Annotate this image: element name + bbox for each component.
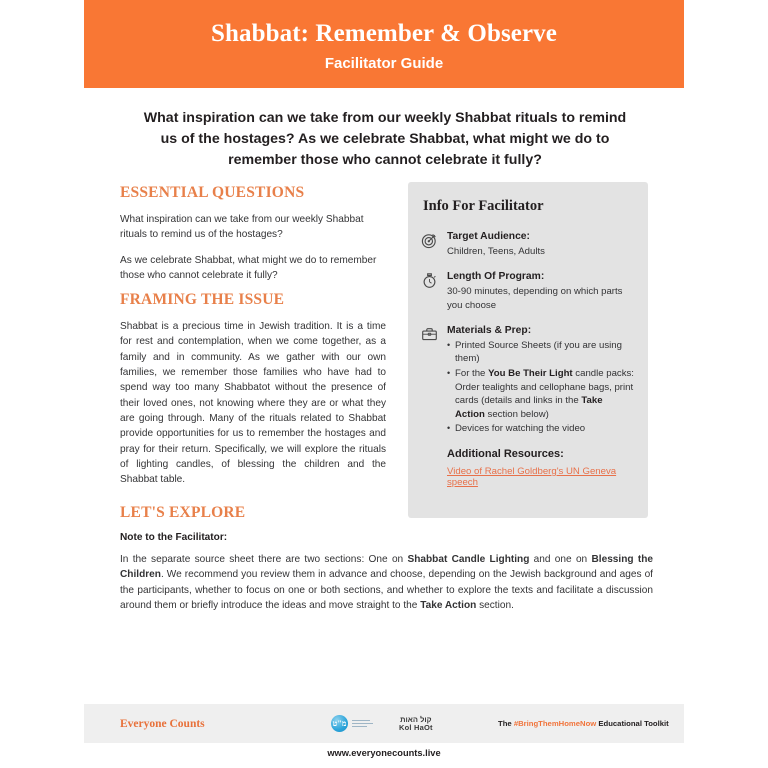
- mt-circle-mark: מ"ט: [331, 715, 348, 732]
- guiding-question: What inspiration can we take from our weekly Shabbat rituals to remind us of the hostages? As we celebrate Shabbat, what might we do to remember those who cannot celebrate it fully?: [143, 110, 627, 169]
- info-row-length-of-program: [421, 271, 634, 313]
- materials-item2-post: section below): [484, 408, 549, 420]
- length-of-program-label: Length Of Program:: [447, 270, 545, 282]
- take-action-emphasis: Take Action: [420, 599, 477, 611]
- footer-website-url: www.everyonecounts.live: [327, 748, 441, 758]
- framing-the-issue-heading: FRAMING THE ISSUE: [120, 291, 285, 308]
- framing-the-issue-body: Shabbat is a precious time in Jewish tradition. It is a time for rest and contemplation, when we come together, as a family and in community. As we gather with our own families, we remember those families who have had to spend way too many Shabbatot without the presence of their loved ones, not knowing where they are or what they are going through. Many of the rituals related to Shabbat provide opportunities for us to remember the hostages and pray for their return. Specifically, we will explore the rituals of lighting candles, of blessing the children and the Shabbat table.: [120, 321, 386, 486]
- list-item: [447, 367, 634, 421]
- footer-tagline: [498, 719, 669, 728]
- framing-the-issue-section: [120, 291, 386, 498]
- shabbat-candle-lighting-emphasis: Shabbat Candle Lighting: [407, 554, 530, 565]
- info-box-title: Info For Facilitator: [423, 198, 544, 214]
- lets-explore-body: [120, 552, 653, 613]
- materials-item2-mid: candle packs: Order tealights and cellophane bags, print cards (details and links in the: [455, 367, 634, 407]
- page-subtitle: Facilitator Guide: [324, 54, 444, 72]
- tagline-post: Educational Toolkit: [596, 719, 669, 728]
- explore-text-4: section.: [476, 599, 514, 611]
- footer-logos: [331, 715, 433, 732]
- stopwatch-icon: [421, 271, 447, 289]
- materials-and-prep-label: Materials & Prep:: [447, 324, 532, 336]
- materials-item2-pre: For the: [455, 367, 489, 379]
- target-audience-value: Children, Teens, Adults: [447, 246, 545, 257]
- page-header-banner: [84, 0, 684, 88]
- lets-explore-section: [120, 504, 653, 623]
- length-of-program-value: 30-90 minutes, depending on which parts you choose: [447, 285, 623, 311]
- info-row-materials-and-prep: [421, 325, 634, 490]
- explore-text-1: In the separate source sheet there are two sections: One on: [120, 554, 408, 565]
- footer-brand-everyone-counts: Everyone Counts: [120, 717, 205, 730]
- additional-resources-label: Additional Resources:: [447, 447, 564, 460]
- take-action-emphasis: Take Action: [455, 395, 603, 420]
- you-be-their-light-emphasis: You Be Their Light: [488, 367, 573, 379]
- mt-wordmark-lines: [352, 720, 373, 728]
- kol-haot-latin: Kol HaOt: [399, 722, 433, 732]
- materials-list: [447, 339, 634, 436]
- list-item: • Printed Source Sheets (if you are using them): [447, 339, 634, 366]
- info-for-facilitator-box: [408, 182, 648, 518]
- explore-text-3: . We recommend you review them in advance and choose, depending on the Jewish background and ages of the participants, whether to focus on one or both sections, and whether to explore the texts and facilitate a discussion around them or briefly introduce the ideas and move straight to the: [120, 569, 653, 611]
- blessing-the-children-emphasis: Blessing the Children: [120, 554, 653, 581]
- essential-questions-section: [120, 184, 386, 293]
- explore-text-2: and one on: [529, 554, 592, 565]
- essential-questions-heading: ESSENTIAL QUESTIONS: [120, 184, 305, 201]
- list-item: • Devices for watching the video: [447, 422, 634, 436]
- bring-them-home-now-hashtag: #BringThemHomeNow: [513, 719, 597, 728]
- page-title: Shabbat: Remember & Observe: [211, 20, 557, 48]
- note-to-facilitator-label: Note to the Facilitator:: [120, 532, 228, 543]
- rachel-goldberg-video-link[interactable]: Video of Rachel Goldberg's UN Geneva speech: [447, 465, 617, 488]
- kol-haot-hebrew: קול האות: [400, 714, 432, 724]
- essential-question-2: As we celebrate Shabbat, what might we do to remember those who cannot celebrate it fully?: [120, 254, 377, 281]
- page-footer: [84, 704, 684, 743]
- essential-question-1: What inspiration can we take from our weekly Shabbat rituals to remind us of the hostages?: [120, 214, 364, 241]
- target-audience-label: Target Audience:: [447, 231, 530, 242]
- target-icon: [421, 231, 447, 249]
- partner-logo-kol-haot: [399, 716, 433, 732]
- briefcase-icon: [421, 325, 447, 343]
- partner-logo-mt: [331, 715, 373, 732]
- tagline-pre: The: [498, 719, 514, 728]
- info-row-target-audience: [421, 231, 634, 259]
- lets-explore-heading: LET'S EXPLORE: [120, 504, 246, 521]
